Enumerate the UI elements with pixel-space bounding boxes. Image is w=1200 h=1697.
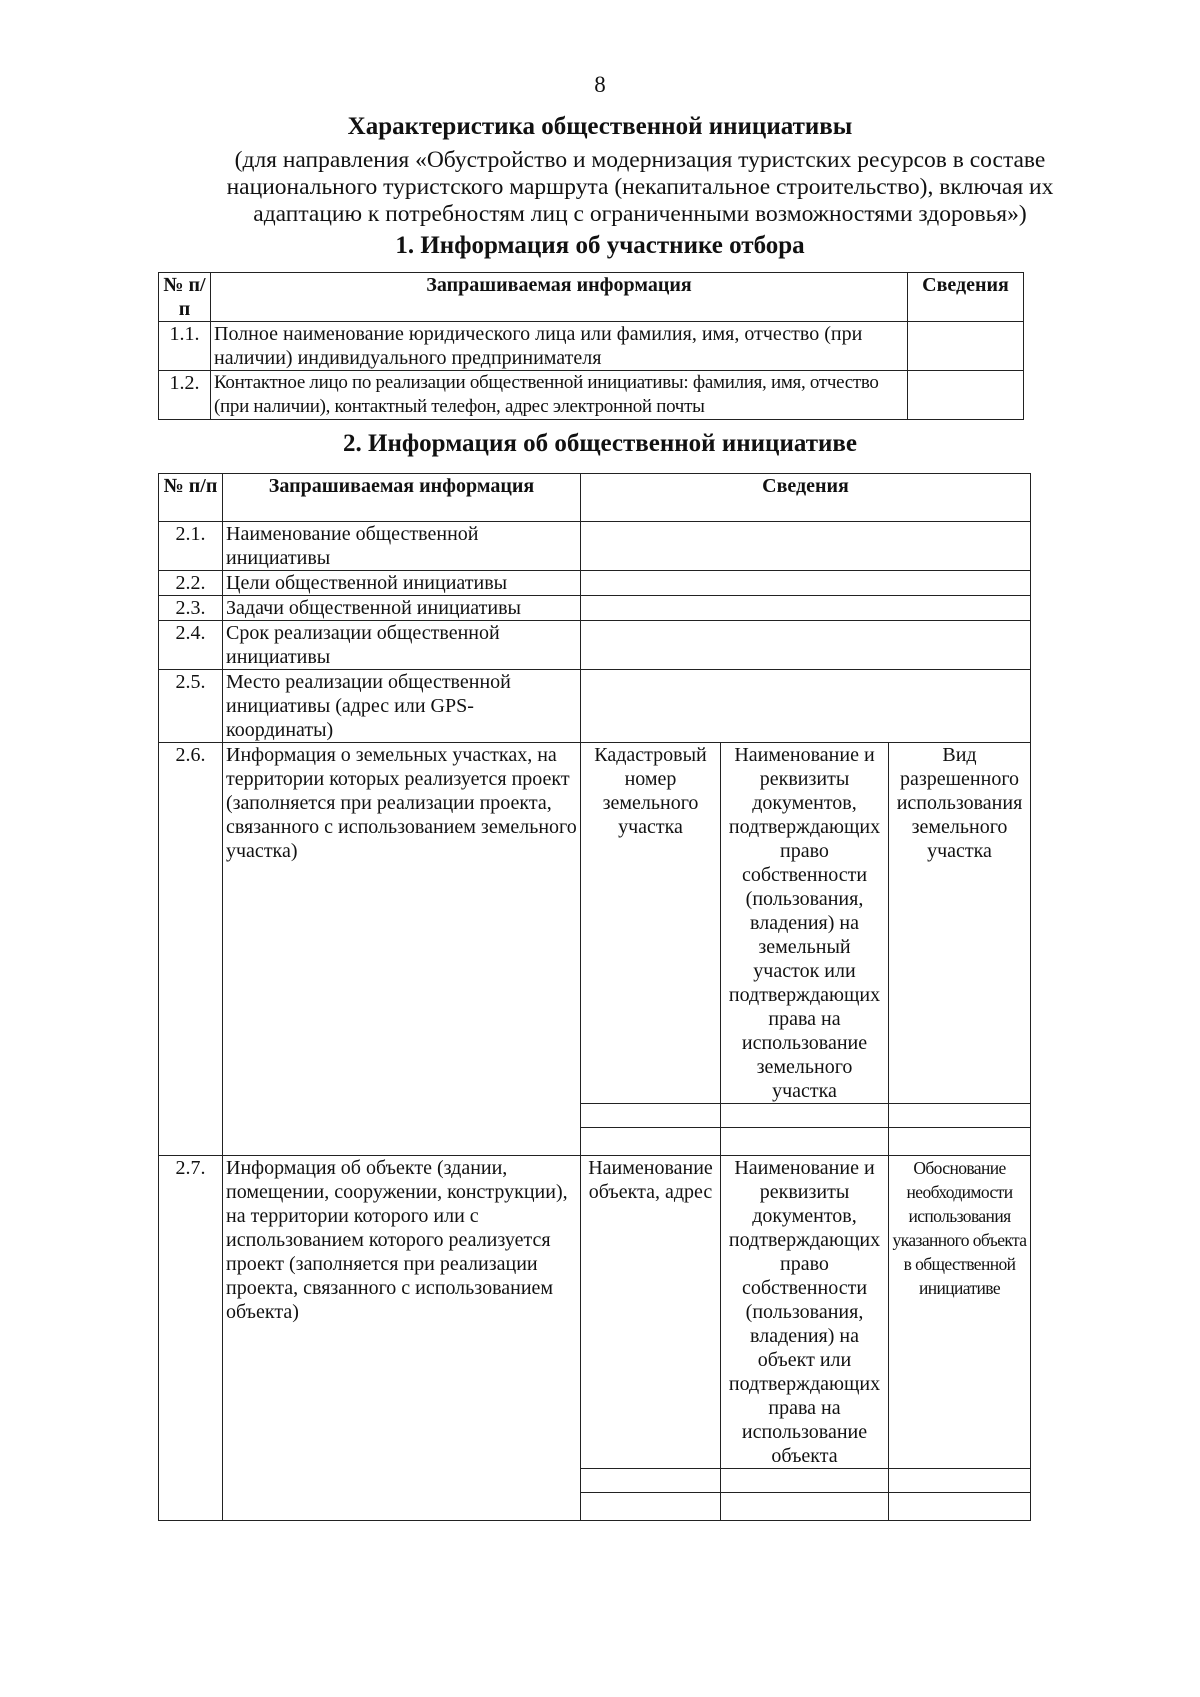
- table-header-row: [159, 273, 1024, 322]
- data-cell[interactable]: [908, 371, 1024, 420]
- table-row: [159, 596, 1031, 621]
- data-cell[interactable]: [721, 1128, 889, 1156]
- row-num: 2.5.: [159, 670, 223, 743]
- row-num: 2.7.: [159, 1156, 223, 1521]
- data-cell[interactable]: [581, 571, 1031, 596]
- table-row: [159, 670, 1031, 743]
- data-cell[interactable]: [581, 1469, 721, 1493]
- subheader-documents: Наименование и реквизиты документов, подтверждающих право собственности (пользования, владения) на объект или подтверждающих права на использование объекта: [721, 1156, 889, 1469]
- section2-heading: 2. Информация об общественной инициативе: [343, 430, 857, 457]
- header-data: Сведения: [581, 474, 1031, 522]
- document-subtitle: (для направления «Обустройство и модернизация туристских ресурсов в составе национального туристского маршрута (некапитальное строительство), включая их адаптацию к потребностям лиц с ограниченными возможностями здоровья»): [226, 147, 1054, 227]
- row-label: Информация о земельных участках, на территории которых реализуется проект (заполняется при реализации проекта, связанного с использованием земельного участка): [223, 743, 581, 1156]
- row-num: 2.1.: [159, 522, 223, 571]
- data-cell[interactable]: [889, 1128, 1031, 1156]
- data-cell[interactable]: [721, 1469, 889, 1493]
- header-num: № п/п: [159, 273, 211, 322]
- row-label: Цели общественной инициативы: [223, 571, 581, 596]
- row-label: Задачи общественной инициативы: [223, 596, 581, 621]
- initiative-info-table: [158, 473, 1031, 1521]
- data-cell[interactable]: [721, 1104, 889, 1128]
- data-cell[interactable]: [581, 1128, 721, 1156]
- data-cell[interactable]: [581, 522, 1031, 571]
- table-row-object: [159, 1156, 1031, 1469]
- subheader-object: Наименование объекта, адрес: [581, 1156, 721, 1469]
- subheader-justification: Обоснование необходимости использования указанного объекта в общественной инициативе: [889, 1156, 1031, 1469]
- header-data: Сведения: [908, 273, 1024, 322]
- row-label: Место реализации общественной инициативы (адрес или GPS-координаты): [223, 670, 581, 743]
- table-header-row: [159, 474, 1031, 522]
- row-label: Информация об объекте (здании, помещении, сооружении, конструкции), на территории которого или с использованием которого реализуется проект (заполняется при реализации проекта, связанного с использованием объекта): [223, 1156, 581, 1521]
- row-label: Контактное лицо по реализации общественной инициативы: фамилия, имя, отчество (при наличии), контактный телефон, адрес электронной почты: [211, 371, 908, 420]
- page-number: 8: [594, 72, 606, 97]
- data-cell[interactable]: [889, 1493, 1031, 1521]
- table-row-land: [159, 743, 1031, 1104]
- row-num: 2.4.: [159, 621, 223, 670]
- section1-heading: 1. Информация об участнике отбора: [395, 232, 805, 259]
- row-num: 2.3.: [159, 596, 223, 621]
- data-cell[interactable]: [581, 596, 1031, 621]
- data-cell[interactable]: [908, 322, 1024, 371]
- header-num: № п/п: [159, 474, 223, 522]
- row-num: 1.2.: [159, 371, 211, 420]
- data-cell[interactable]: [581, 1493, 721, 1521]
- subheader-documents: Наименование и реквизиты документов, подтверждающих право собственности (пользования, владения) на земельный участок или подтверждающих права на использование земельного участка: [721, 743, 889, 1104]
- data-cell[interactable]: [581, 670, 1031, 743]
- participant-info-table: [158, 272, 1024, 420]
- data-cell[interactable]: [581, 621, 1031, 670]
- document-title: Характеристика общественной инициативы: [347, 113, 853, 140]
- data-cell[interactable]: [889, 1104, 1031, 1128]
- subheader-usage: Вид разрешенного использования земельного участка: [889, 743, 1031, 1104]
- data-cell[interactable]: [581, 1104, 721, 1128]
- table-row: [159, 371, 1024, 420]
- data-cell[interactable]: [889, 1469, 1031, 1493]
- row-label: Наименование общественной инициативы: [223, 522, 581, 571]
- row-label: Полное наименование юридического лица или фамилия, имя, отчество (при наличии) индивидуального предпринимателя: [211, 322, 908, 371]
- table-row: [159, 322, 1024, 371]
- row-num: 1.1.: [159, 322, 211, 371]
- row-num: 2.2.: [159, 571, 223, 596]
- table-row: [159, 621, 1031, 670]
- header-info: Запрашиваемая информация: [211, 273, 908, 322]
- table-row: [159, 571, 1031, 596]
- subheader-cadastral: Кадастровый номер земельного участка: [581, 743, 721, 1104]
- header-info: Запрашиваемая информация: [223, 474, 581, 522]
- row-num: 2.6.: [159, 743, 223, 1156]
- data-cell[interactable]: [721, 1493, 889, 1521]
- row-label: Срок реализации общественной инициативы: [223, 621, 581, 670]
- table-row: [159, 522, 1031, 571]
